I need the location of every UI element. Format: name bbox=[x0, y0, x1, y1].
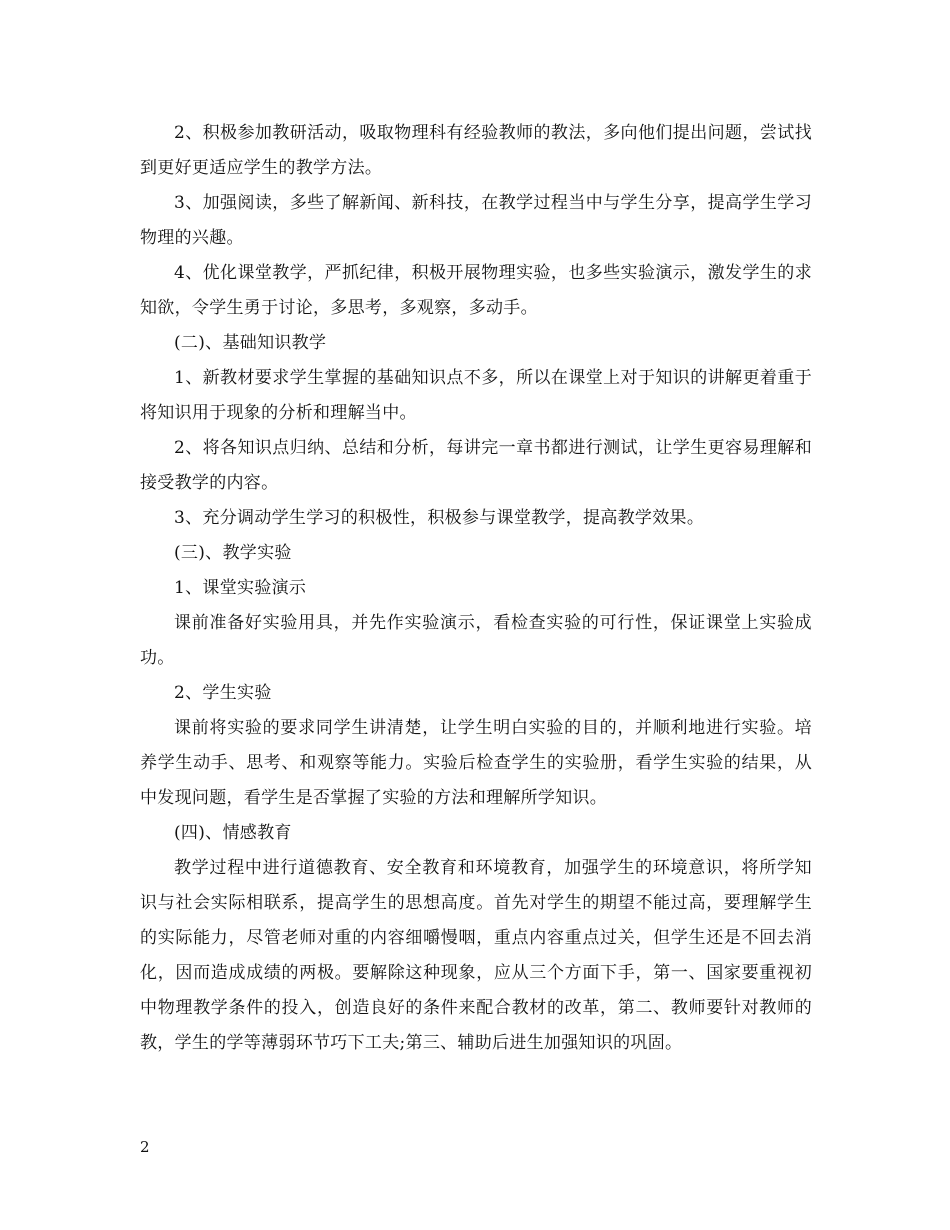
paragraph: 3、加强阅读，多些了解新闻、新科技，在教学过程当中与学生分享，提高学生学习物理的兴趣。 bbox=[140, 193, 812, 248]
subsection-heading: 1、课堂实验演示 bbox=[174, 578, 307, 598]
paragraph: 4、优化课堂教学，严抓纪律，积极开展物理实验，也多些实验演示，激发学生的求知欲，令学生勇于讨论，多思考，多观察，多动手。 bbox=[140, 263, 812, 318]
section-heading: (四)、情感教育 bbox=[174, 823, 292, 843]
body-text bbox=[140, 116, 812, 1061]
paragraph: 1、新教材要求学生掌握的基础知识点不多，所以在课堂上对于知识的讲解更着重于将知识用于现象的分析和理解当中。 bbox=[140, 368, 812, 423]
paragraph: 课前准备好实验用具，并先作实验演示，看检查实验的可行性，保证课堂上实验成功。 bbox=[140, 613, 812, 668]
paragraph: 3、充分调动学生学习的积极性，积极参与课堂教学，提高教学效果。 bbox=[174, 508, 705, 528]
paragraph: 教学过程中进行道德教育、安全教育和环境教育，加强学生的环境意识，将所学知识与社会实际相联系，提高学生的思想高度。首先对学生的期望不能过高，要理解学生的实际能力，尽管老师对重的内容细嚼慢咽，重点内容重点过关，但学生还是不回去消化，因而造成成绩的两极。要解除这种现象，应从三个方面下手，第一、国家要重视初中物理教学条件的投入，创造良好的条件来配合教材的改革，第二、教师要针对教师的教，学生的学等薄弱环节巧下工夫;第三、辅助后进生加强知识的巩固。 bbox=[140, 858, 812, 1053]
subsection-heading: 2、学生实验 bbox=[174, 683, 272, 703]
paragraph: 2、将各知识点归纳、总结和分析，每讲完一章书都进行测试，让学生更容易理解和接受教学的内容。 bbox=[140, 438, 812, 493]
section-heading: (三)、教学实验 bbox=[174, 543, 292, 563]
page-number: 2 bbox=[140, 1138, 150, 1156]
paragraph: 课前将实验的要求同学生讲清楚，让学生明白实验的目的，并顺利地进行实验。培养学生动手、思考、和观察等能力。实验后检查学生的实验册，看学生实验的结果，从中发现问题，看学生是否掌握了实验的方法和理解所学知识。 bbox=[140, 718, 812, 808]
paragraph: 2、积极参加教研活动，吸取物理科有经验教师的教法，多向他们提出问题，尝试找到更好更适应学生的教学方法。 bbox=[140, 123, 812, 178]
section-heading: (二)、基础知识教学 bbox=[174, 333, 327, 353]
